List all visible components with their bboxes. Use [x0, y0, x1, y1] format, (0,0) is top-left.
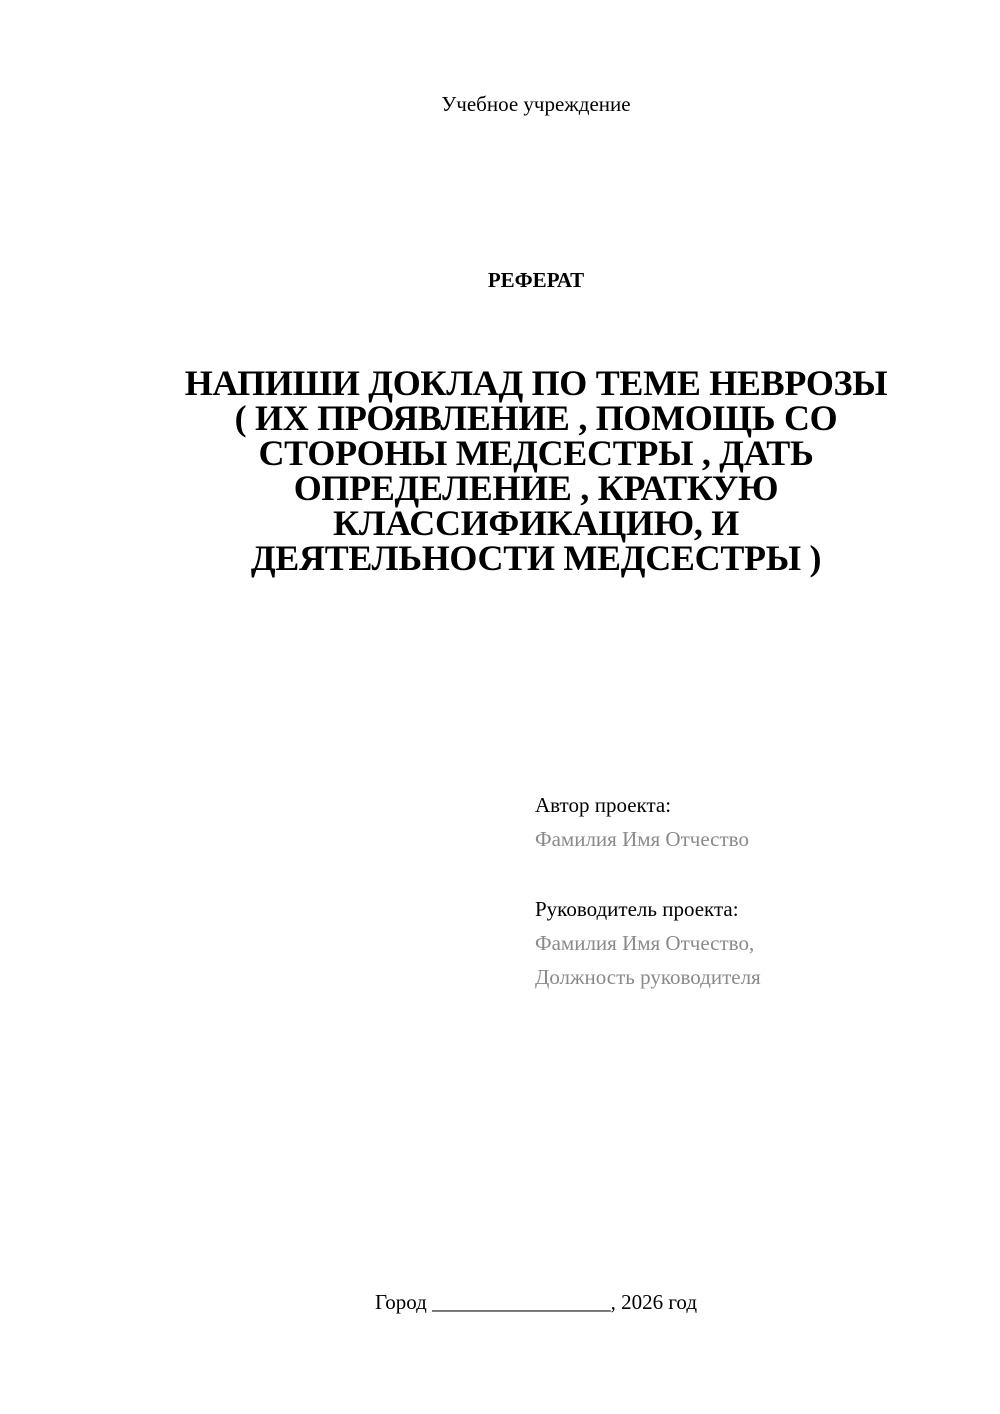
- title-line: ОПРЕДЕЛЕНИЕ , КРАТКУЮ: [293, 468, 779, 508]
- credits-spacer: [535, 856, 975, 892]
- author-label: Автор проекта:: [535, 793, 672, 817]
- supervisor-name-placeholder: Фамилия Имя Отчество,: [535, 931, 755, 955]
- city-year-line: Город _________________, 2026 год: [374, 1290, 698, 1314]
- supervisor-label: Руководитель проекта:: [535, 897, 739, 921]
- institution-name: Учебное учреждение: [441, 92, 631, 116]
- title-line: НАПИШИ ДОКЛАД ПО ТЕМЕ НЕВРОЗЫ: [184, 363, 888, 403]
- document-type: РЕФЕРАТ: [487, 268, 585, 292]
- title-line: СТОРОНЫ МЕДСЕСТРЫ , ДАТЬ: [258, 433, 814, 473]
- title-line: ДЕЯТЕЛЬНОСТИ МЕДСЕСТРЫ ): [250, 538, 822, 578]
- document-title: [150, 363, 922, 578]
- supervisor-position-placeholder: Должность руководителя: [535, 965, 761, 989]
- project-credits: [535, 788, 975, 994]
- title-line: ( ИХ ПРОЯВЛЕНИЕ , ПОМОЩЬ СО: [234, 398, 838, 438]
- title-line: КЛАССИФИКАЦИЮ, И: [333, 503, 739, 543]
- author-name-placeholder: Фамилия Имя Отчество: [535, 827, 749, 851]
